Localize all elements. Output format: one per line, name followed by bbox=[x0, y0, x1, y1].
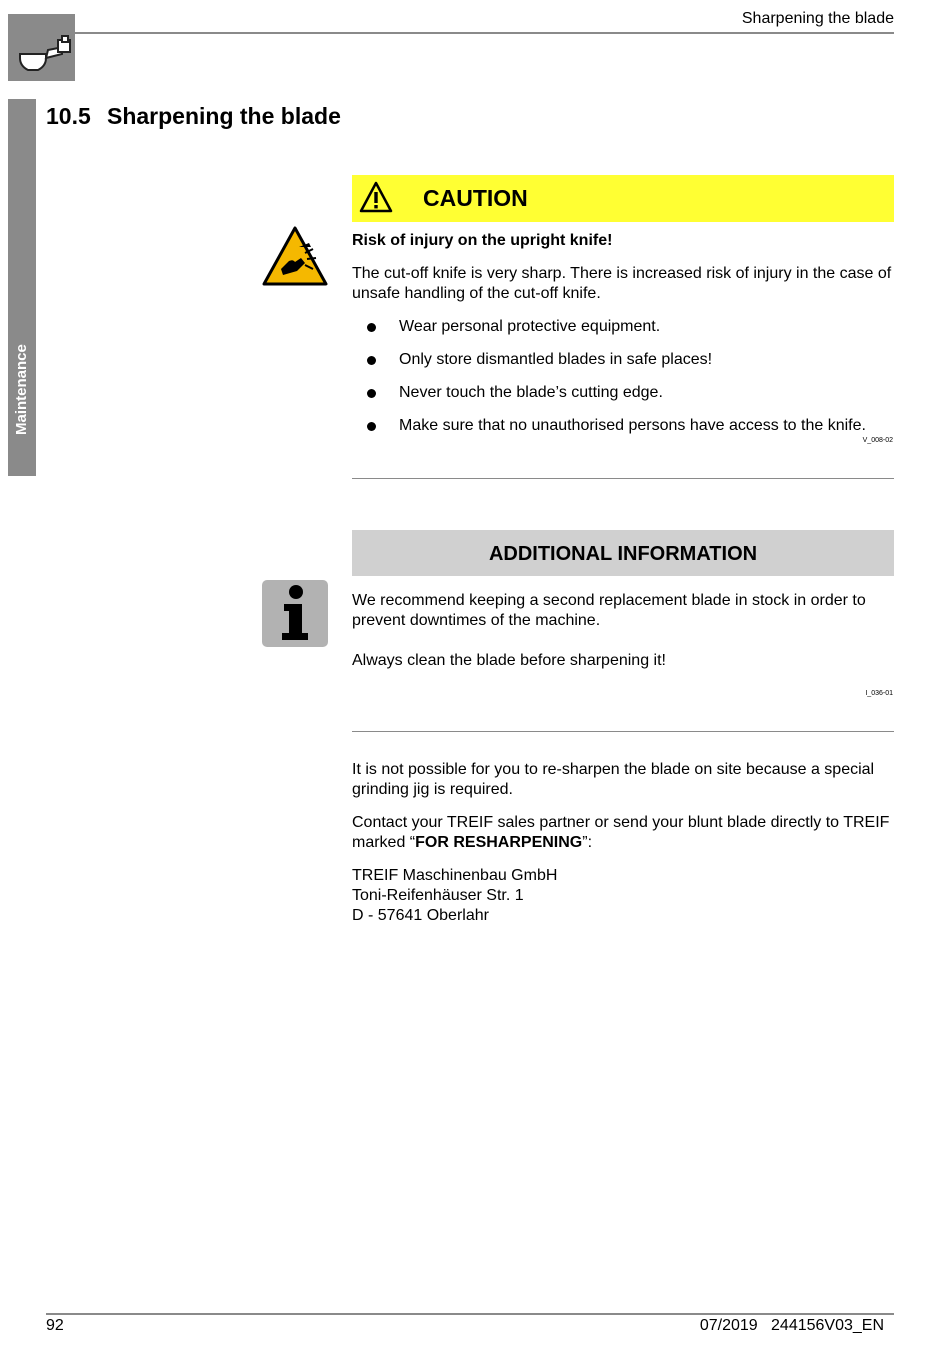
bullet-dot bbox=[367, 389, 376, 398]
header-rule bbox=[75, 32, 894, 34]
info-paragraph: Always clean the blade before sharpening it! bbox=[352, 652, 666, 669]
caution-label: CAUTION bbox=[423, 185, 528, 211]
address-block bbox=[352, 866, 894, 926]
bullet-dot bbox=[367, 356, 376, 365]
bullet-dot bbox=[367, 422, 376, 431]
contact-text: Contact your TREIF sales partner or send your blunt blade directly to TREIF marked “ bbox=[352, 814, 890, 851]
info-code: I_036-01 bbox=[865, 690, 893, 697]
caution-code: V_008-02 bbox=[862, 437, 893, 444]
section-number: 10.5 bbox=[46, 103, 91, 129]
hand-cut-hazard-icon bbox=[261, 225, 329, 287]
caution-bullet: Never touch the blade’s cutting edge. bbox=[399, 384, 663, 401]
section-title-text: Sharpening the blade bbox=[107, 103, 341, 129]
caution-rule bbox=[352, 478, 894, 479]
page-number: 92 bbox=[46, 1317, 64, 1334]
address-line: D - 57641 Oberlahr bbox=[352, 907, 489, 924]
caution-text: The cut-off knife is very sharp. There is increased risk of injury in the case of unsafe handling of the cut-off knife. bbox=[352, 265, 892, 302]
warning-triangle-icon bbox=[359, 181, 393, 213]
info-label: ADDITIONAL INFORMATION bbox=[488, 543, 758, 565]
address-line: TREIF Maschinenbau GmbH bbox=[352, 867, 558, 884]
footer-doc-info bbox=[700, 1317, 884, 1335]
address-line: Toni-Reifenhäuser Str. 1 bbox=[352, 887, 524, 904]
oil-can-icon bbox=[8, 14, 75, 81]
caution-bullet: Wear personal protective equipment. bbox=[399, 318, 661, 335]
info-icon bbox=[262, 580, 328, 647]
info-paragraph: We recommend keeping a second replacement blade in stock in order to prevent downtimes of the machine. bbox=[352, 592, 866, 629]
footer-date: 07/2019 bbox=[699, 1317, 758, 1334]
section-title bbox=[46, 103, 341, 130]
footer-rule bbox=[46, 1313, 894, 1315]
caution-bullet: Make sure that no unauthorised persons have access to the knife. bbox=[399, 417, 866, 434]
bullet-dot bbox=[367, 323, 376, 332]
caution-bullet: Only store dismantled blades in safe places! bbox=[399, 351, 713, 368]
header-logo bbox=[8, 14, 75, 81]
info-rule bbox=[352, 731, 894, 732]
side-tab-label: Maintenance bbox=[13, 344, 30, 435]
main-paragraph bbox=[352, 813, 894, 853]
footer-doc-id: 244156V03_EN bbox=[771, 1317, 884, 1334]
main-paragraph: It is not possible for you to re-sharpen the blade on site because a special grinding jig is required. bbox=[352, 761, 875, 798]
header-title: Sharpening the blade bbox=[741, 10, 894, 27]
contact-text-end: ”: bbox=[582, 834, 593, 851]
side-tab bbox=[8, 99, 36, 476]
caution-heading: Risk of injury on the upright knife! bbox=[352, 232, 613, 249]
resharpening-label: FOR RESHARPENING bbox=[415, 834, 583, 851]
